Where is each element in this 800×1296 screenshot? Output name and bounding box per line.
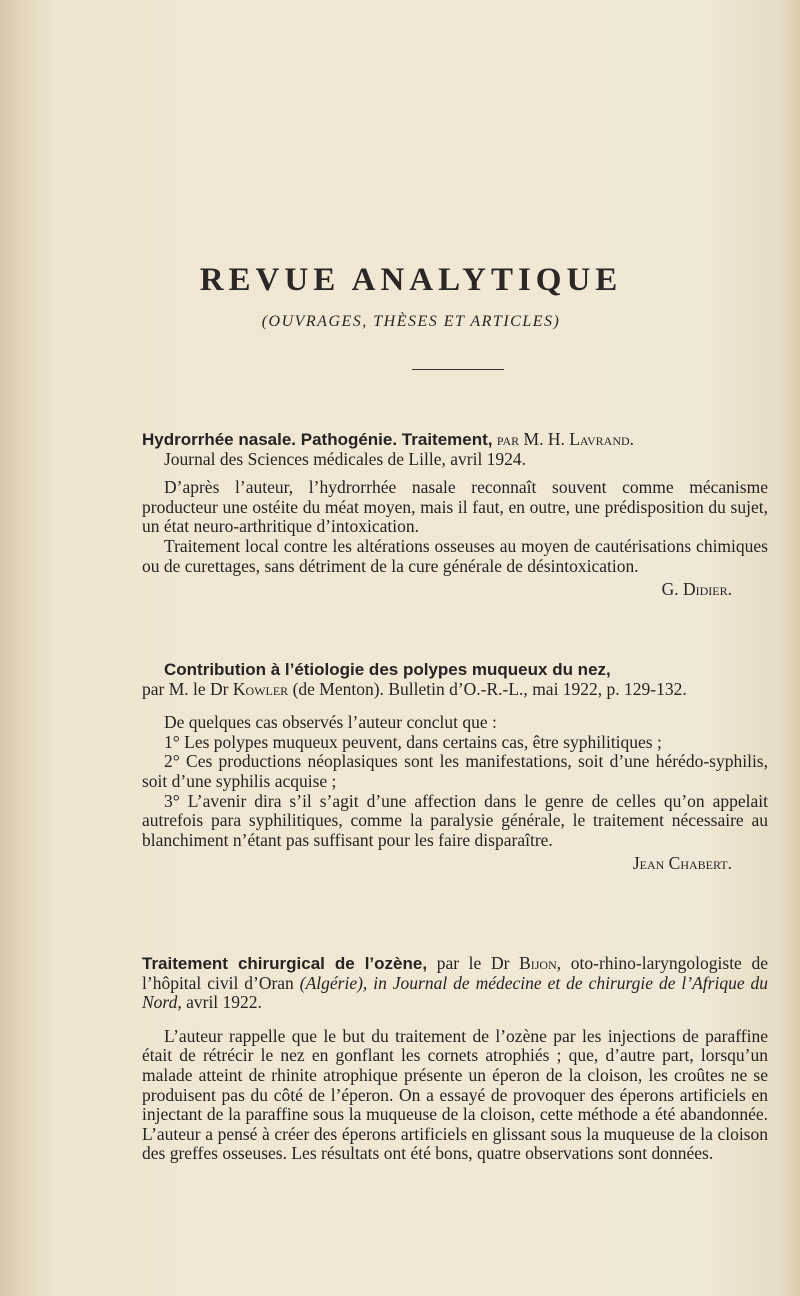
review-entry-3 [142, 954, 768, 1164]
page-title: REVUE ANALYTIQUE [199, 262, 623, 298]
entry-signature: Jean Chabert. [632, 853, 732, 874]
entry-heading [142, 954, 768, 1013]
entry-heading [142, 430, 768, 450]
entry-source: in Journal de médecine et de chirurgie de l’Afrique du Nord, [142, 972, 769, 1013]
entry-date: avril 1924. [450, 448, 527, 469]
title-divider [412, 369, 504, 370]
entry-paragraph: 3° L’avenir dira s’il s’agit d’une affection dans le genre de celles qu’on appelait autrefois para syphilitiques, comme la paralysie générale, le traitement nécessaire au blanchiment n’étant pas suffisant pour les faire disparaître. [142, 790, 768, 850]
entry-source: Journal des Sciences médicales de Lille, [164, 448, 446, 469]
entry-paragraph: 1° Les polypes muqueux peuvent, dans certains cas, être syphilitiques ; [164, 731, 662, 752]
entry-source-line [142, 450, 768, 470]
entry-byline-rest: oto-rhino-laryngologiste de l’hôpital civil d’Oran [142, 953, 768, 993]
entry-paragraph: Traitement local contre les altérations osseuses au moyen de cautérisations chimiques ou de curettages, sans détriment de la cure générale de désintoxication. [142, 535, 768, 576]
entry-title: Traitement chirurgical de l’ozène, [142, 954, 428, 973]
entry-place: (Algérie), [299, 972, 368, 993]
page-subtitle: (OUVRAGES, THÈSES ET ARTICLES) [261, 313, 561, 330]
entry-paragraph: 2° Ces productions néoplasiques sont les manifestations, soit d’une hérédo-syphilis, soit d’une syphilis acquise ; [142, 751, 768, 791]
entry-date: mai 1922, p. 129-132. [532, 678, 687, 699]
entry-paragraph: De quelques cas observés l’auteur conclut que : [164, 712, 497, 733]
entry-paragraph: D’après l’auteur, l’hydrorrhée nasale reconnaît souvent comme mécanisme producteur une ostéite du méat moyen, mais il faut, en outre, une prédisposition du sujet, un état neuro-arthritique d’intoxication. [142, 477, 768, 537]
entry-byline-prefix: par le Dr [436, 953, 510, 973]
review-entry-2 [142, 660, 768, 874]
entry-place: (de Menton). [292, 678, 384, 699]
entry-title: Contribution à l’étiologie des polypes muqueux du nez, [164, 660, 611, 679]
entry-byline-line [142, 680, 768, 700]
entry-date: avril 1922. [186, 992, 262, 1013]
entry-source: Bulletin d’O.-R.-L., [388, 678, 528, 699]
entry-author: Kowler [232, 678, 289, 699]
entry-signature: G. Didier. [661, 579, 732, 600]
entry-author: Bijon, [519, 953, 562, 973]
entry-title: Hydrorrhée nasale. Pathogénie. Traitement, [142, 430, 493, 449]
entry-heading [142, 660, 768, 680]
review-entry-1 [142, 430, 768, 600]
entry-byline: par M. H. Lavrand. [496, 429, 635, 449]
entry-byline-prefix: par M. le Dr [142, 678, 229, 699]
entry-paragraph: L’auteur rappelle que le but du traitement de l’ozène par les injections de paraffine était de rétrécir le nez en gonflant les cornets atrophiés ; que, d’autre part, lorsqu’un malade atteint de rhinite atrophique présente un éperon de la cloison, les croûtes ne se produisent pas du côté de l’éperon. On a essayé de provoquer des éperons artificiels en injectant de la paraffine sous la muqueuse de la cloison, cette méthode a été abandonnée. L’auteur a pensé à créer des éperons artificiels en glissant sous la muqueuse de la cloison des greffes osseuses. Les résultats ont été bons, quatre observations sont données. [142, 1025, 768, 1164]
